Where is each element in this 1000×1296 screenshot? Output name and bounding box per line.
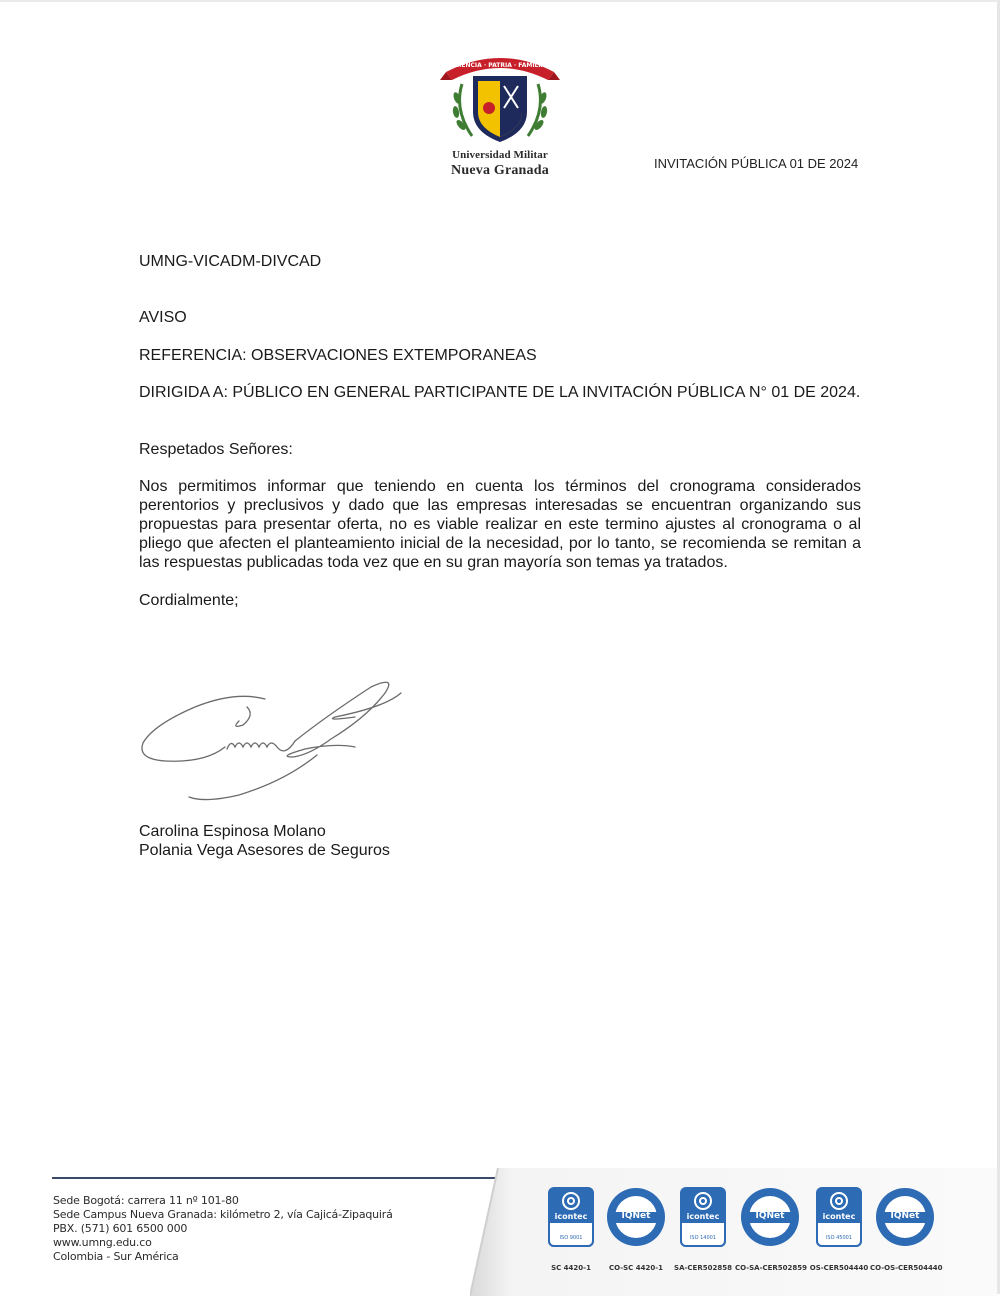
letter-code: UMNG-VICADM-DIVCAD	[139, 253, 322, 270]
iqnet-seal	[741, 1184, 799, 1250]
letter-body: Nos permitimos informar que teniendo en cuenta los términos del cronograma considerados perentorios y preclusivos y dado que las empresas interesadas se encuentran organizando sus propuestas para presentar oferta, no es viable realizar en este termino ajustes al cronograma o al pliego que afecten el planteamiento inicial de la necesidad, por lo tanto, se recomienda se remitan a las respuestas publicadas toda vez que en su gran mayoría son temas ya tratados.	[139, 478, 861, 571]
icontec-icon	[562, 1192, 580, 1210]
footer-divider	[52, 1177, 497, 1179]
iqnet-seal	[876, 1184, 934, 1250]
address-website: www.umng.edu.co	[53, 1236, 152, 1249]
cert-code: CO-SC 4420-1	[609, 1264, 663, 1272]
cert-code: SA-CER502858	[674, 1264, 732, 1272]
logo-line-2: Nueva Granada	[451, 163, 549, 178]
cert-code: CO-OS-CER504440	[870, 1264, 943, 1272]
salutation: Respetados Señores:	[139, 441, 293, 458]
icontec-iso9001-seal: icontec ISO 9001	[542, 1184, 600, 1250]
address-phone: PBX. (571) 601 6500 000	[53, 1222, 188, 1235]
university-logo	[440, 50, 560, 190]
handwritten-signature	[135, 677, 415, 807]
reference-line: REFERENCIA: OBSERVACIONES EXTEMPORANEAS	[139, 347, 537, 364]
cert-code: CO-SA-CER502859	[735, 1264, 808, 1272]
iqnet-icon: IQNet	[607, 1188, 665, 1246]
icontec-icon	[830, 1192, 848, 1210]
addressed-to: DIRIGIDA A: PÚBLICO EN GENERAL PARTICIPANTE DE LA INVITACIÓN PÚBLICA N° 01 DE 2024.	[139, 384, 861, 401]
document-reference: INVITACIÓN PÚBLICA 01 DE 2024	[654, 156, 859, 171]
signer-name: Carolina Espinosa Molano	[139, 823, 326, 840]
address-country: Colombia - Sur América	[53, 1250, 179, 1263]
logo-line-1: Universidad Militar	[452, 149, 548, 161]
cert-code: OS-CER504440	[809, 1264, 869, 1272]
icontec-iso14001-seal: icontec ISO 14001	[674, 1184, 732, 1250]
signer-company: Polania Vega Asesores de Seguros	[139, 842, 390, 859]
iqnet-icon: IQNet	[876, 1188, 934, 1246]
address-campus: Sede Campus Nueva Granada: kilómetro 2, vía Cajicá-Zipaquirá	[53, 1208, 393, 1221]
closing: Cordialmente;	[139, 592, 239, 609]
icontec-icon	[694, 1192, 712, 1210]
address-bogota: Sede Bogotá: carrera 11 nº 101-80	[53, 1194, 239, 1207]
iqnet-seal	[607, 1184, 665, 1250]
iqnet-icon: IQNet	[741, 1188, 799, 1246]
coat-of-arms-icon	[440, 50, 560, 150]
cert-code: SC 4420-1	[551, 1264, 591, 1272]
notice-title: AVISO	[139, 309, 187, 326]
footer-address	[53, 1194, 393, 1264]
icontec-iso45001-seal: icontec ISO 45001	[810, 1184, 868, 1250]
logo-banner-text: CIENCIA · PATRIA · FAMILIA	[454, 62, 546, 69]
